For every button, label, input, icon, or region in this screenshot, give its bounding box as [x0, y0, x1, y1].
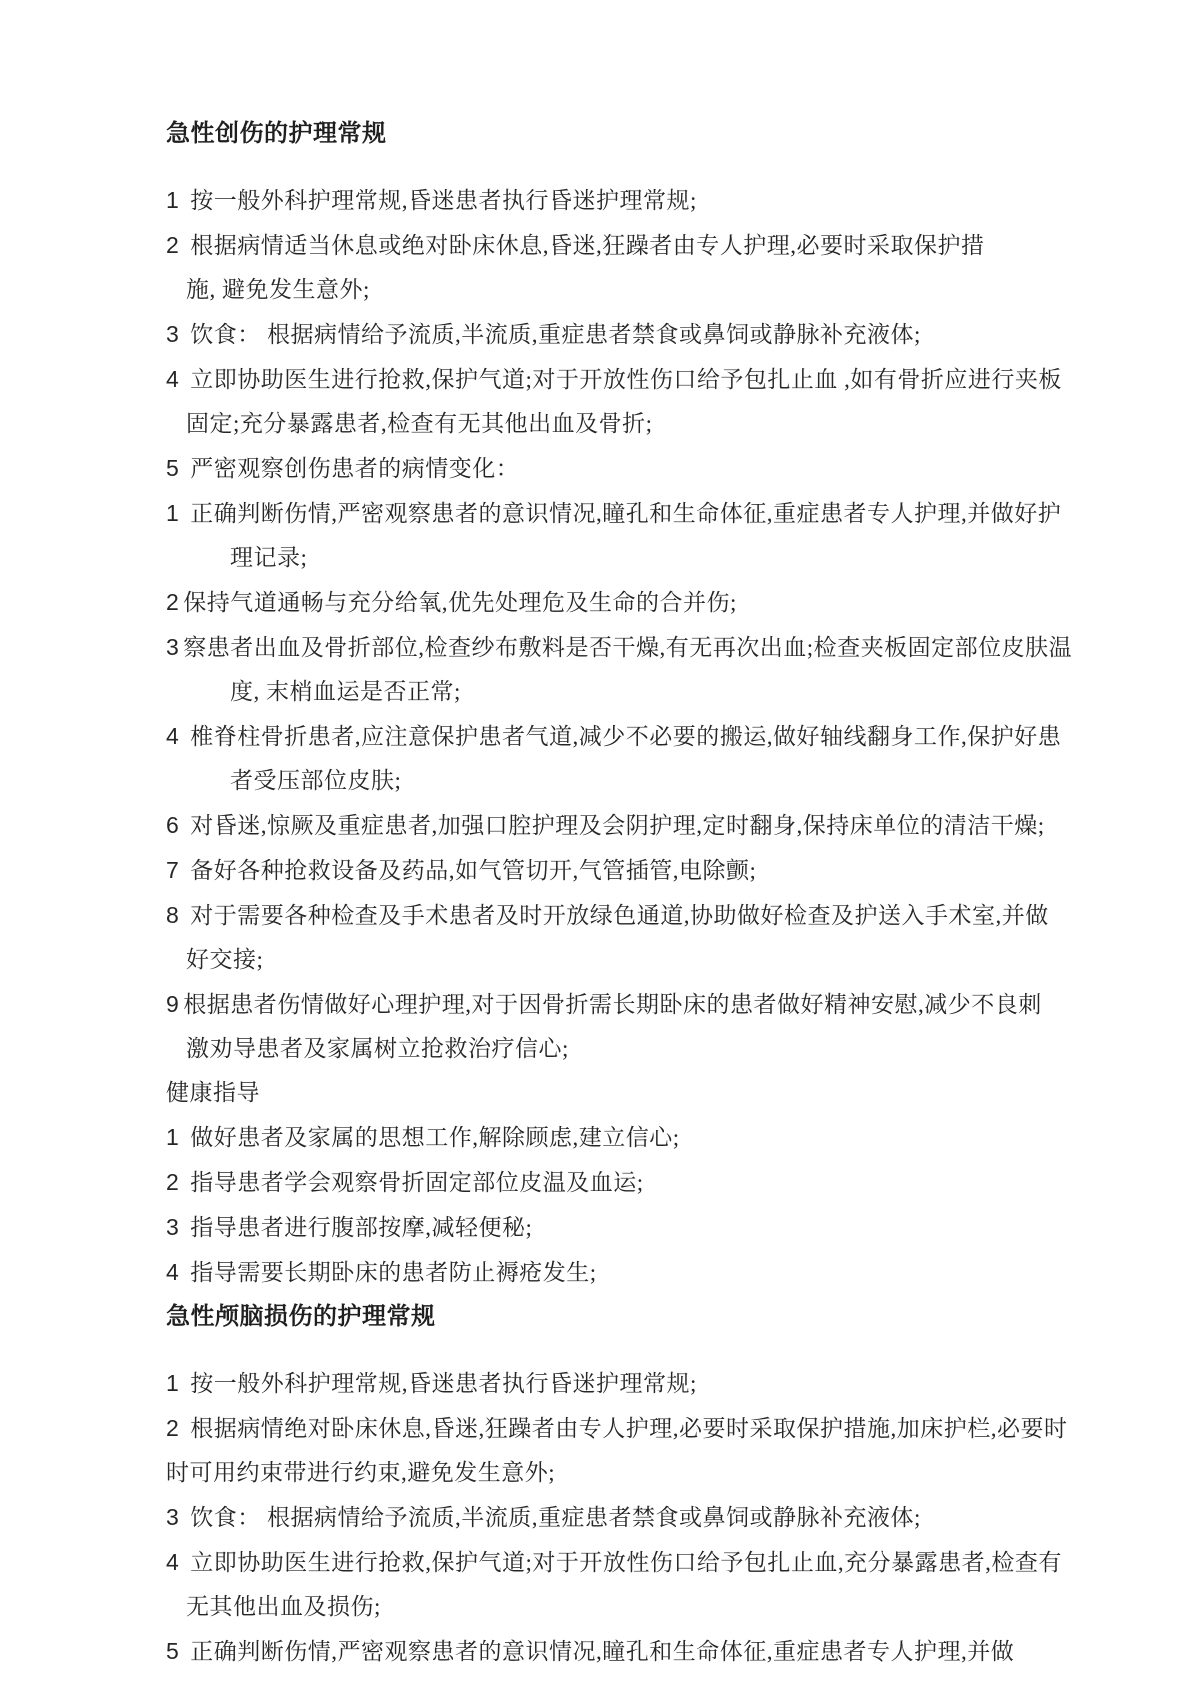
- document-section: [166, 1295, 1068, 1674]
- text-line: [166, 1540, 1062, 1585]
- line-text: 施, 避免发生意外;: [186, 277, 370, 302]
- text-line: [166, 670, 1056, 714]
- text-line: [166, 1205, 1056, 1250]
- line-number: 2: [166, 589, 180, 615]
- text-line: [166, 982, 1056, 1027]
- line-text: 根据病情适当休息或绝对卧床休息,昏迷,狂躁者由专人护理,必要时采取保护措: [190, 233, 985, 258]
- text-line: [166, 1451, 1056, 1495]
- line-text: 察患者出血及骨折部位,检查纱布敷料是否干燥,有无再次出血;检查夹板固定部位皮肤温: [183, 635, 1073, 660]
- line-number: 4: [166, 723, 180, 749]
- line-text: 立即协助医生进行抢救,保护气道;对于开放性伤口给予包扎止血 ,如有骨折应进行夹板: [190, 367, 1062, 392]
- line-number: 5: [166, 1638, 180, 1664]
- line-number: 3: [166, 634, 180, 660]
- line-number: 3: [166, 1504, 180, 1530]
- line-text: 备好各种抢救设备及药品,如气管切开,气管插管,电除颤;: [190, 858, 757, 883]
- line-text: 正确判断伤情,严密观察患者的意识情况,瞳孔和生命体征,重症患者专人护理,并做: [190, 1639, 1015, 1664]
- text-line: [166, 312, 1056, 357]
- line-text: 理记录;: [230, 545, 308, 570]
- line-number: 7: [166, 857, 180, 883]
- line-number: 8: [166, 902, 180, 928]
- line-text: 度, 末梢血运是否正常;: [230, 679, 461, 704]
- text-line: [166, 1361, 1056, 1406]
- line-text: 饮食： 根据病情给予流质,半流质,重症患者禁食或鼻饲或静脉补充液体;: [190, 322, 921, 347]
- section-title: 急性创伤的护理常规: [166, 121, 387, 147]
- line-text: 按一般外科护理常规,昏迷患者执行昏迷护理常规;: [190, 188, 697, 213]
- text-line: [166, 1071, 1056, 1115]
- text-line: [166, 1495, 1056, 1540]
- line-text: 对于需要各种检查及手术患者及时开放绿色通道,协助做好检查及护送入手术室,并做: [190, 903, 1049, 928]
- line-text: 饮食： 根据病情给予流质,半流质,重症患者禁食或鼻饲或静脉补充液体;: [190, 1505, 921, 1530]
- text-line: [166, 714, 1062, 759]
- line-number: 2: [166, 1169, 180, 1195]
- line-text: 固定;充分暴露患者,检查有无其他出血及骨折;: [186, 411, 653, 436]
- text-line: [166, 1629, 1056, 1674]
- text-line: [166, 268, 1056, 312]
- line-text: 无其他出血及损伤;: [186, 1594, 381, 1619]
- document-section: [166, 112, 1073, 1295]
- line-text: 立即协助医生进行抢救,保护气道;对于开放性伤口给予包扎止血,充分暴露患者,检查有: [190, 1550, 1062, 1575]
- text-line: [166, 625, 1073, 670]
- text-line: [166, 1250, 1056, 1295]
- line-number: 6: [166, 812, 180, 838]
- line-number: 1: [166, 1124, 180, 1150]
- line-number: 4: [166, 1549, 180, 1575]
- text-line: [166, 1115, 1056, 1160]
- line-number: 3: [166, 321, 180, 347]
- line-text: 保持气道通畅与充分给氧,优先处理危及生命的合并伤;: [183, 590, 737, 615]
- line-number: 1: [166, 1370, 180, 1396]
- text-line: [166, 491, 1062, 536]
- text-line: [166, 402, 1056, 446]
- line-number: 1: [166, 500, 180, 526]
- line-number: 3: [166, 1214, 180, 1240]
- line-text: 正确判断伤情,严密观察患者的意识情况,瞳孔和生命体征,重症患者专人护理,并做好护: [190, 501, 1062, 526]
- text-line: [166, 938, 1056, 982]
- text-line: [166, 1585, 1056, 1629]
- section-body: [166, 1361, 1068, 1674]
- text-line: [166, 178, 1056, 223]
- line-text: 者受压部位皮肤;: [230, 768, 402, 793]
- line-text: 椎脊柱骨折患者,应注意保护患者气道,减少不必要的搬运,做好轴线翻身工作,保护好患: [190, 724, 1062, 749]
- text-line: [166, 1027, 1056, 1071]
- line-number: 1: [166, 187, 180, 213]
- line-text: 指导需要长期卧床的患者防止褥疮发生;: [190, 1260, 597, 1285]
- line-number: 2: [166, 232, 180, 258]
- line-text: 激劝导患者及家属树立抢救治疗信心;: [186, 1036, 569, 1061]
- line-number: 4: [166, 1259, 180, 1285]
- text-line: [166, 1406, 1068, 1451]
- line-number: 5: [166, 455, 180, 481]
- line-text: 按一般外科护理常规,昏迷患者执行昏迷护理常规;: [190, 1371, 697, 1396]
- text-line: [166, 357, 1062, 402]
- line-text: 根据病情绝对卧床休息,昏迷,狂躁者由专人护理,必要时采取保护措施,加床护栏,必要时: [190, 1416, 1068, 1441]
- document-content: [166, 112, 1073, 1674]
- line-text: 做好患者及家属的思想工作,解除顾虑,建立信心;: [190, 1125, 680, 1150]
- line-text: 时可用约束带进行约束,避免发生意外;: [166, 1460, 556, 1485]
- line-text: 对昏迷,惊厥及重症患者,加强口腔护理及会阴护理,定时翻身,保持床单位的清洁干燥;: [190, 813, 1045, 838]
- text-line: [166, 1160, 1056, 1205]
- line-text: 指导患者进行腹部按摩,减轻便秘;: [190, 1215, 533, 1240]
- line-number: 9: [166, 991, 180, 1017]
- line-number: 4: [166, 366, 180, 392]
- line-text: 指导患者学会观察骨折固定部位皮温及血运;: [190, 1170, 644, 1195]
- text-line: [166, 536, 1056, 580]
- section-body: [166, 178, 1073, 1295]
- line-text: 好交接;: [186, 947, 264, 972]
- section-title: 急性颅脑损伤的护理常规: [166, 1304, 436, 1330]
- line-text: 根据患者伤情做好心理护理,对于因骨折需长期卧床的患者做好精神安慰,减少不良刺: [183, 992, 1042, 1017]
- line-number: 2: [166, 1415, 180, 1441]
- line-text: 严密观察创伤患者的病情变化：: [190, 456, 520, 481]
- text-line: [166, 223, 1056, 268]
- line-text: 健康指导: [166, 1080, 260, 1105]
- text-line: [166, 759, 1056, 803]
- text-line: [166, 580, 1056, 625]
- text-line: [166, 848, 1056, 893]
- text-line: [166, 446, 1056, 491]
- text-line: [166, 803, 1056, 848]
- text-line: [166, 893, 1056, 938]
